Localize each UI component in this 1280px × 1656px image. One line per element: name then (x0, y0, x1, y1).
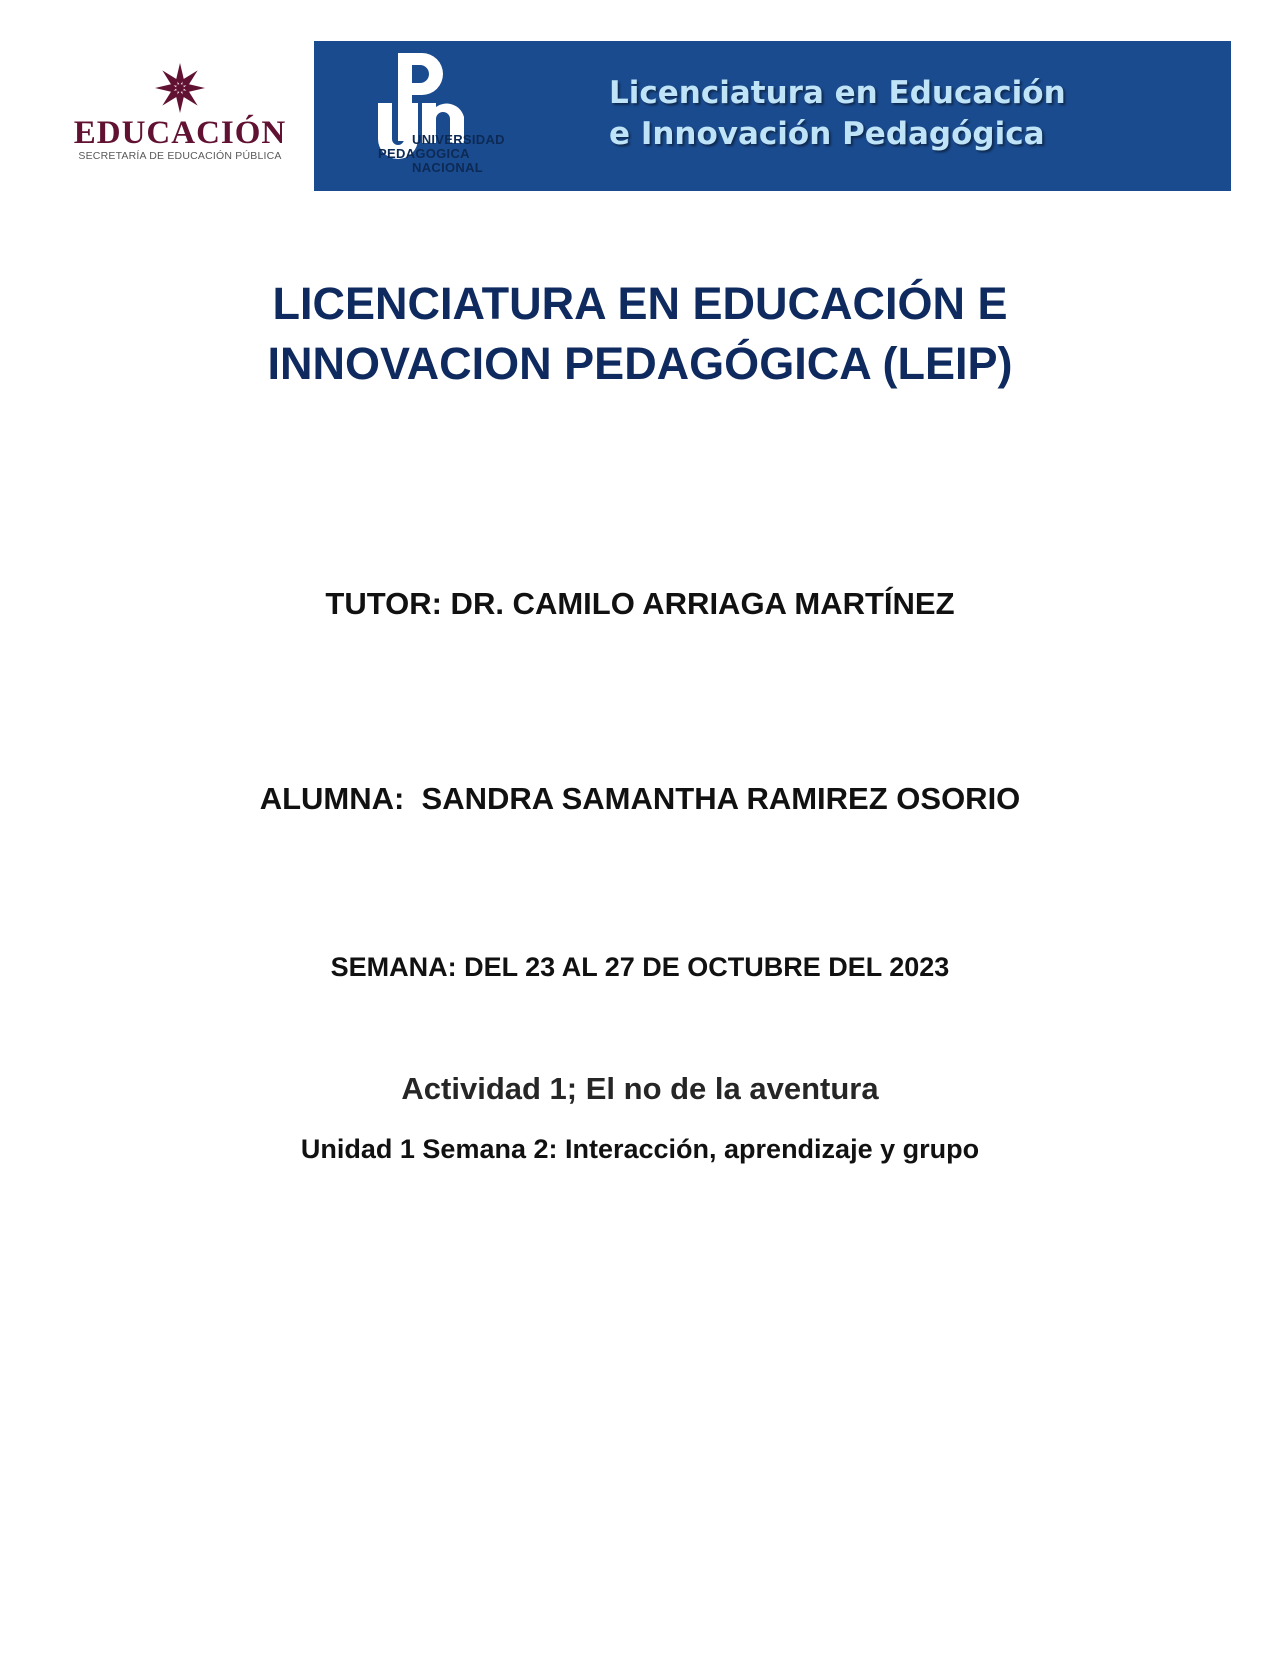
upn-logo-line: PEDAGOGICA (378, 146, 470, 161)
document-title (0, 274, 1280, 394)
banner-title-line2: e Innovación Pedagógica (609, 116, 1045, 152)
banner-title (609, 73, 1066, 155)
sep-logo-subtitle: SECRETARÍA DE EDUCACIÓN PÚBLICA (78, 150, 282, 162)
student-line: ALUMNA: SANDRA SAMANTHA RAMIREZ OSORIO (259, 781, 1021, 816)
week-line: SEMANA: DEL 23 AL 27 DE OCTUBRE DEL 2023 (330, 952, 950, 982)
unit-line: Unidad 1 Semana 2: Interacción, aprendizaje y grupo (300, 1134, 980, 1164)
flower-icon (154, 62, 206, 114)
header-banner (314, 41, 1231, 191)
upn-logo-line: NACIONAL (412, 160, 484, 175)
sep-logo-name: EDUCACIÓN (73, 115, 287, 151)
document-title-line2: INNOVACION PEDAGÓGICA (LEIP) (267, 338, 1013, 389)
document-title-line1: LICENCIATURA EN EDUCACIÓN E (272, 278, 1008, 329)
banner-title-line1: Licenciatura en Educación (609, 75, 1066, 111)
upn-logo-line: UNIVERSIDAD (412, 132, 505, 147)
tutor-line: TUTOR: DR. CAMILO ARRIAGA MARTÍNEZ (325, 586, 955, 621)
sep-logo (70, 62, 290, 172)
activity-title: Actividad 1; El no de la aventura (401, 1071, 879, 1106)
